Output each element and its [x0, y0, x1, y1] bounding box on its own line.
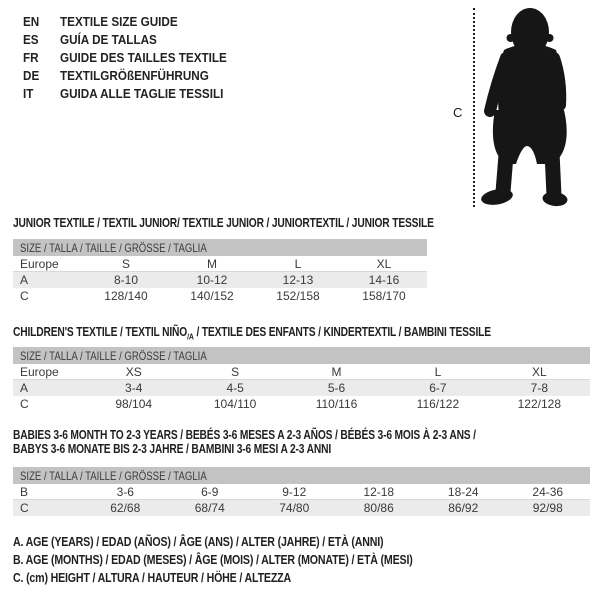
language-title: GUÍA DE TALLAS [60, 31, 157, 47]
height-cell: 110/116 [315, 397, 358, 411]
size-cell: S [231, 364, 240, 379]
age-cell: 12-13 [282, 273, 314, 287]
height-cell: 104/110 [213, 397, 257, 411]
row-label: Europe [20, 256, 59, 271]
age-cell: 3-4 [125, 381, 143, 395]
size-cell: L [294, 256, 302, 271]
legend-line-b: B. AGE (MONTHS) / EDAD (MESES) / ÂGE (MOIS) / ALTER (MONATE) / ETÀ (MESI) [13, 553, 413, 567]
table-row-c [13, 288, 427, 304]
age-cell: 8-10 [113, 273, 139, 287]
size-header-label: SIZE / TALLA / TAILLE / GRÖSSE / TAGLIA [20, 468, 207, 483]
row-label: A [20, 381, 29, 395]
table-row-europe [13, 256, 427, 272]
language-row-es [23, 30, 245, 48]
language-code: FR [23, 49, 39, 65]
height-cell: 152/158 [276, 289, 320, 303]
babies-title-line1: BABIES 3-6 MONTH TO 2-3 YEARS / BEBÉS 3-6 MESES A 2-3 AÑOS / BÉBÉS 3-6 MOIS À 2-3 ANS / [13, 428, 476, 442]
row-label: A [20, 273, 29, 287]
language-row-en [23, 12, 245, 30]
row-label: B [20, 484, 29, 499]
row-label: Europe [20, 364, 59, 379]
row-label: C [20, 501, 29, 515]
age-cell: 4-5 [226, 381, 244, 395]
age-cell: 24-36 [532, 484, 564, 499]
children-table-title [13, 325, 491, 344]
size-cell: XL [531, 364, 547, 379]
height-cell: 74/80 [279, 501, 310, 515]
height-cell: 98/104 [115, 397, 153, 411]
size-cell: M [331, 364, 342, 379]
age-cell: 5-6 [327, 381, 346, 395]
age-cell: 14-16 [368, 273, 400, 287]
size-header-band [13, 467, 590, 484]
babies-title-line2: BABYS 3-6 MONATE BIS 2-3 JAHRE / BAMBINI 3-6 MESI A 2-3 ANNI [13, 442, 332, 456]
language-row-de [23, 66, 245, 84]
size-cell: M [207, 256, 217, 271]
age-cell: 9-12 [282, 484, 307, 499]
measure-legend [13, 535, 483, 589]
language-title: GUIDA ALLE TAGLIE TESSILI [60, 85, 224, 101]
legend-line-a: A. AGE (YEARS) / EDAD (AÑOS) / ÂGE (ANS) / ALTER (JAHRE) / ETÀ (ANNI) [13, 535, 384, 549]
height-cell: 122/128 [517, 397, 562, 411]
language-title: TEXTILE SIZE GUIDE [60, 13, 178, 29]
size-header-band [13, 239, 427, 256]
height-cell: 92/98 [532, 501, 563, 515]
language-code: ES [23, 31, 39, 47]
age-cell: 6-9 [201, 484, 219, 499]
junior-size-table [13, 239, 427, 304]
baby-silhouette-icon [440, 0, 600, 212]
row-label: C [20, 289, 29, 303]
legend-line-c: C. (cm) HEIGHT / ALTURA / HAUTEUR / HÖHE / ALTEZZA [13, 571, 291, 585]
height-cell: 140/152 [190, 289, 234, 303]
age-cell: 12-18 [363, 484, 395, 499]
language-title: TEXTILGRÖßENFÜHRUNG [60, 67, 209, 83]
row-label: C [20, 397, 29, 411]
size-header-label: SIZE / TALLA / TAILLE / GRÖSSE / TAGLIA [20, 240, 207, 255]
height-cell: 86/92 [448, 501, 479, 515]
age-cell: 3-6 [116, 484, 134, 499]
table-row-europe [13, 364, 590, 380]
height-cell: 62/68 [110, 501, 141, 515]
babies-table-title [13, 428, 476, 456]
size-cell: L [434, 364, 442, 379]
table-row-a [13, 272, 427, 288]
height-cell: 68/74 [194, 501, 225, 515]
size-cell: S [121, 256, 130, 271]
age-cell: 7-8 [530, 381, 548, 395]
table-row-a [13, 380, 590, 396]
height-cell: 116/122 [416, 397, 460, 411]
size-header-band [13, 347, 590, 364]
height-cell: 158/170 [362, 289, 406, 303]
size-cell: XS [125, 364, 142, 379]
language-list [23, 12, 245, 102]
size-cell: XL [376, 256, 392, 271]
age-cell: 18-24 [447, 484, 479, 499]
height-cell: 80/86 [363, 501, 394, 515]
size-header-label: SIZE / TALLA / TAILLE / GRÖSSE / TAGLIA [20, 348, 207, 363]
children-title-subscript: /A [187, 331, 194, 342]
language-title: GUIDE DES TAILLES TEXTILE [60, 49, 227, 65]
table-row-c [13, 396, 590, 412]
language-code: EN [23, 13, 40, 29]
height-c-label: C [453, 105, 463, 120]
language-code: IT [23, 85, 34, 101]
language-row-it [23, 84, 245, 102]
children-title-start: CHILDREN'S TEXTILE / TEXTIL NIÑO [13, 325, 188, 339]
children-size-table [13, 347, 590, 412]
height-cell: 128/140 [104, 289, 148, 303]
age-cell: 6-7 [429, 381, 447, 395]
table-row-b [13, 484, 590, 500]
language-code: DE [23, 67, 40, 83]
table-row-c [13, 500, 590, 516]
babies-size-table [13, 467, 590, 516]
junior-table-title: JUNIOR TEXTILE / TEXTIL JUNIOR/ TEXTILE JUNIOR / JUNIORTEXTIL / JUNIOR TESSILE [13, 216, 434, 230]
language-row-fr [23, 48, 245, 66]
age-cell: 10-12 [196, 273, 228, 287]
children-title-end: / TEXTILE DES ENFANTS / KINDERTEXTIL / BAMBINI TESSILE [193, 325, 491, 339]
